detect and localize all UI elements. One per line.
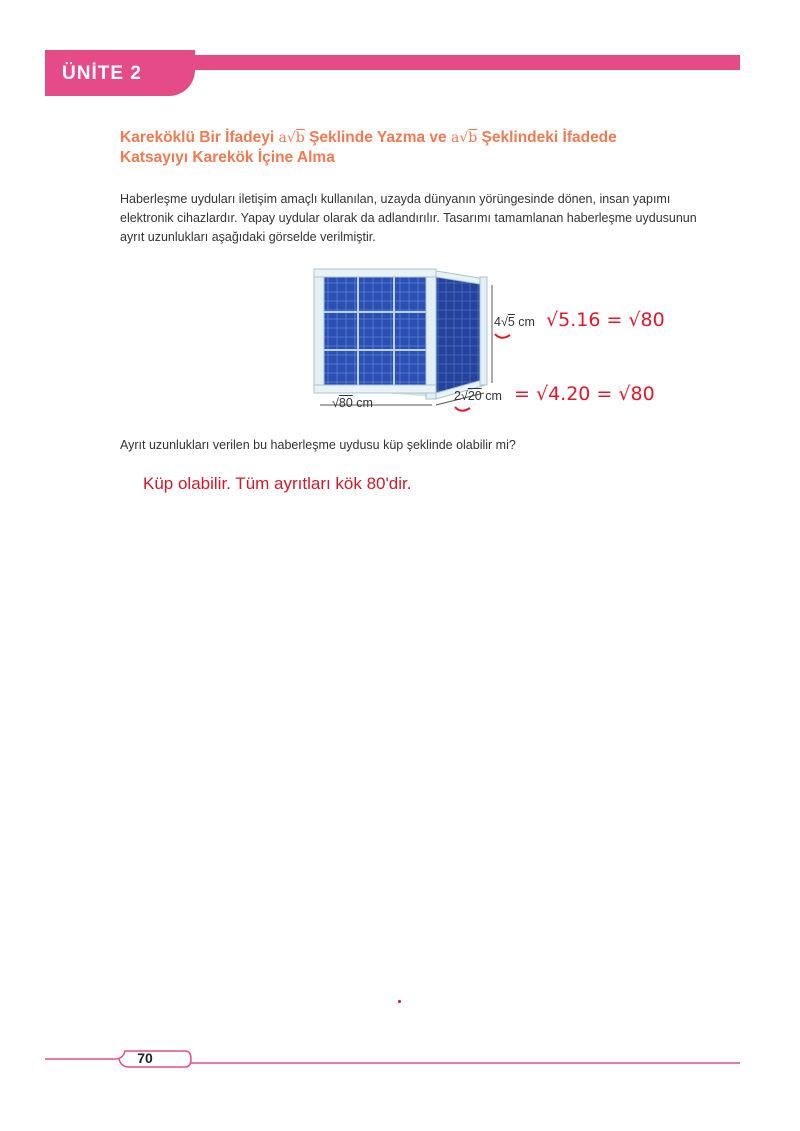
title-radicand-b2: b	[468, 130, 478, 146]
handwritten-height-calc: √5.16 = √80	[546, 309, 665, 331]
title-coef-a1: a	[278, 130, 287, 146]
depth-edge-unit: cm	[485, 389, 502, 403]
front-edge-unit: cm	[356, 396, 373, 410]
handwritten-underline-mark	[453, 405, 473, 415]
depth-edge-coef: 2	[454, 389, 461, 403]
depth-edge-label	[454, 389, 502, 403]
title-part2: Şeklinde Yazma ve	[304, 129, 451, 146]
title-coef-a2: a	[450, 130, 460, 146]
header-band	[190, 55, 740, 70]
title-line2: Katsayıyı Karekök İçine Alma	[120, 149, 335, 166]
title-radicand-b1: b	[295, 130, 305, 146]
title-part1: Kareköklü Bir İfadeyi	[120, 129, 279, 146]
radical-icon: √	[286, 130, 296, 146]
radical-icon: √	[460, 389, 468, 403]
handwritten-underline-mark	[493, 332, 513, 342]
question-text: Ayrıt uzunlukları verilen bu haberleşme uydusu küp şeklinde olabilir mi?	[120, 438, 516, 452]
intro-paragraph: Haberleşme uyduları iletişim amaçlı kullanılan, uzayda dünyanın yörüngesinde dönen, insan yapımı elektronik cihazlardır. Yapay uydular olarak da adlandırılır. Tasarımı tamamlanan haberleşme uydusunun ayrıt uzunlukları aşağıdaki görselde verilmiştir.	[120, 192, 697, 244]
height-edge-coef: 4	[494, 315, 501, 329]
title-part3: Şeklindeki İfadede	[477, 129, 617, 146]
section-title	[120, 128, 680, 168]
height-edge-label	[494, 315, 535, 329]
height-edge-radicand: 5	[507, 315, 515, 329]
handwritten-answer: Küp olabilir. Tüm ayrıtları kök 80'dir.	[143, 474, 412, 493]
satellite-figure	[310, 265, 750, 425]
depth-edge-radicand: 20	[467, 389, 482, 403]
unit-label: ÜNİTE 2	[62, 63, 142, 84]
radical-icon: √	[332, 396, 339, 410]
decorative-dot	[398, 1000, 401, 1003]
radical-icon: √	[500, 315, 508, 329]
front-edge-label	[332, 396, 373, 410]
radical-icon: √	[459, 130, 469, 146]
front-edge-radicand: 80	[338, 396, 353, 410]
handwritten-depth-calc: = √4.20 = √80	[514, 383, 655, 405]
page-number: 70	[137, 1050, 153, 1066]
height-edge-unit: cm	[518, 315, 535, 329]
